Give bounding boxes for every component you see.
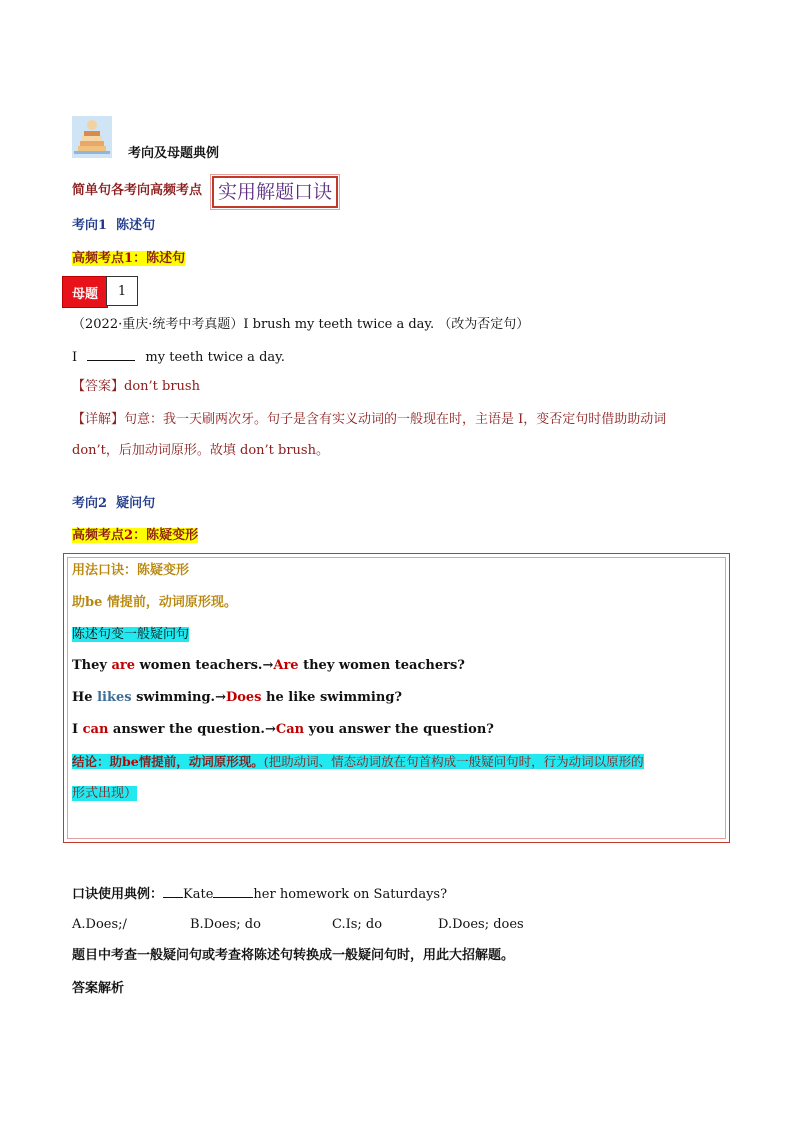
direction1-prefix: 考向1 <box>72 218 108 233</box>
conclusion-b: be <box>122 754 139 769</box>
muti-badge: 母题 <box>62 276 108 308</box>
conclusion-c: 情提前，动词原形现。 <box>138 754 264 769</box>
ex2-d: Does <box>225 690 262 705</box>
ex1-d: Are <box>273 658 299 673</box>
question1-detail <box>72 411 666 429</box>
ex1-b: are <box>111 658 136 673</box>
hot-point-1-text: ：陈述句 <box>133 251 186 266</box>
usage-example <box>72 884 447 904</box>
muti-number: 1 <box>106 276 138 306</box>
direction1-heading <box>72 217 155 235</box>
subtitle-box: 实用解题口诀 <box>212 176 338 208</box>
option-a[interactable]: A.Does;/ <box>72 917 127 932</box>
example-3 <box>72 721 494 739</box>
question1-answer <box>72 378 200 396</box>
example-2 <box>72 689 402 707</box>
hot-point-1-num: 1 <box>124 251 134 266</box>
ex1-c: women teachers.→ <box>135 658 274 673</box>
conclusion-line1 <box>72 753 644 771</box>
conclusion-a: 结论：助 <box>72 754 123 769</box>
option-c[interactable]: C.Is; do <box>332 917 383 932</box>
formula-topic-text: 陈述句变一般疑问句 <box>72 627 190 642</box>
option-d[interactable]: D.Does; does <box>438 917 524 932</box>
ex2-c: swimming.→ <box>131 690 226 705</box>
answer-text: don’t brush <box>124 379 200 394</box>
ex2-e: he like swimming? <box>261 690 403 705</box>
book-icon <box>72 116 112 158</box>
usage-tail: her homework on Saturdays? <box>253 887 448 902</box>
answer-label: 【答案】 <box>72 379 125 394</box>
detail-text-1: 句意：我一天刷两次牙。句子是含有实义动词的一般现在时，主语是 I，变否定句时借助助动词 <box>124 412 667 427</box>
fill-suffix: my teeth twice a day. <box>145 350 285 365</box>
hot-point-2-label: 高频考点 <box>72 528 125 543</box>
ex3-d: Can <box>275 722 305 737</box>
usage-label: 口诀使用典例： <box>72 887 164 902</box>
formula-topic <box>72 626 189 644</box>
usage-mid: Kate <box>183 887 214 902</box>
conclusion-e: 形式出现） <box>72 786 138 801</box>
section-title: 考向及母题典例 <box>128 146 220 161</box>
ex1-e: they women teachers? <box>298 658 465 673</box>
ex2-b: likes <box>97 690 132 705</box>
ex3-c: answer the question.→ <box>108 722 276 737</box>
usage-blank-2[interactable] <box>213 884 253 898</box>
hot-point-2-num: 2 <box>124 528 134 543</box>
fill-prefix: I <box>72 350 78 365</box>
hot-point-2-text: ：陈疑变形 <box>133 528 199 543</box>
conclusion-line2 <box>72 785 137 803</box>
hot-point-1 <box>72 250 185 268</box>
conclusion-d: (把助动词、情态动词放在句首构成一般疑问句时，行为动词以原形的 <box>263 754 644 769</box>
usage-analysis: 答案解析 <box>72 981 125 996</box>
question1-fill <box>72 347 285 367</box>
ex3-a: I <box>72 722 83 737</box>
direction2-heading <box>72 495 155 513</box>
fill-blank[interactable] <box>87 347 135 361</box>
usage-note: 题目中考查一般疑问句或考查将陈述句转换成一般疑问句时，用此大招解题。 <box>72 948 515 963</box>
formula-line2: 助be 情提前，动词原形现。 <box>72 595 237 610</box>
direction2-prefix: 考向2 <box>72 496 108 511</box>
usage-blank-1[interactable] <box>163 884 183 898</box>
direction1-text: 陈述句 <box>116 218 156 233</box>
section-subtitle: 简单句各考向高频考点 <box>72 183 203 198</box>
ex1-a: They <box>72 658 112 673</box>
detail-label: 【详解】 <box>72 412 125 427</box>
detail-text-2: don’t，后加动词原形。故填 don’t brush。 <box>72 443 329 458</box>
example-1 <box>72 657 465 675</box>
hot-point-2 <box>72 527 198 545</box>
ex3-b: can <box>82 722 109 737</box>
ex2-a: He <box>72 690 98 705</box>
option-b[interactable]: B.Does; do <box>190 917 261 932</box>
direction2-text: 疑问句 <box>116 496 156 511</box>
ex3-e: you answer the question? <box>304 722 494 737</box>
question1-source: （2022·重庆·统考中考真题）I brush my teeth twice a day. （改为否定句） <box>72 317 530 332</box>
formula-line1: 用法口诀：陈疑变形 <box>72 563 190 578</box>
hot-point-1-label: 高频考点 <box>72 251 125 266</box>
